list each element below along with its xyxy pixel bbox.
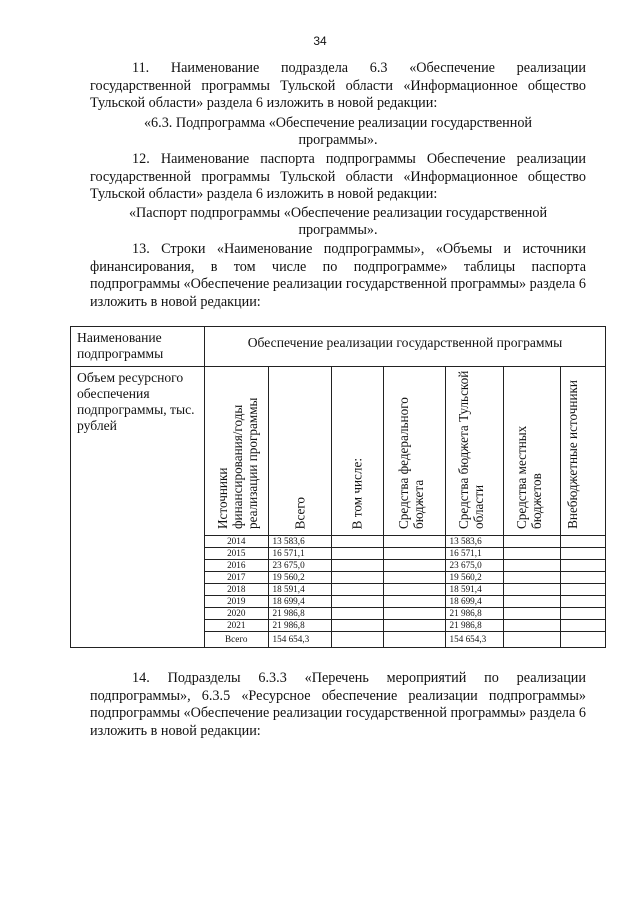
- paragraph-12: 12. Наименование паспорта подпрограммы Обеспечение реализации государственной программы Тульской области «Информационное общество Тульской области» раздела 6 изложить в новой редакции:: [90, 151, 586, 202]
- table-total-row: Всего 154 654,3 154 654,3: [205, 632, 605, 648]
- subprogram-name-label: Наименование подпрограммы: [71, 327, 205, 367]
- header-total: Всего: [268, 367, 331, 536]
- quote-12-line2: программы».: [298, 222, 378, 238]
- header-federal: Средства федерального бюджета: [383, 367, 445, 536]
- page-number: 34: [313, 34, 327, 48]
- passport-table: [70, 326, 606, 648]
- table-row: 2020 21 986,8 21 986,8: [205, 608, 605, 620]
- paragraph-13: 13. Строки «Наименование подпрограммы», «Объемы и источники финансирования, в том числе по подпрограмме» таблицы паспорта подпрограммы «Обеспечение реализации государственной программы» раздела 6 изложить в новой редакции:: [90, 241, 586, 310]
- funding-volume-label: Объем ресурсного обеспечения подпрограммы, тыс. рублей: [71, 367, 205, 648]
- paragraph-11: 11. Наименование подраздела 6.3 «Обеспечение реализации государственной программы Тульской области «Информационное общество Тульской области» раздела 6 изложить в новой редакции:: [90, 60, 586, 111]
- subprogram-name-value: Обеспечение реализации государственной программы: [205, 327, 606, 367]
- header-local: Средства местных бюджетов: [503, 367, 560, 536]
- header-extrabudget: Внебюджетные источники: [560, 367, 605, 536]
- header-sources: Источники финансирования/годы реализации программы: [205, 367, 268, 536]
- funding-subtable-cell: [205, 367, 606, 648]
- table-row: 2021 21 986,8 21 986,8: [205, 620, 605, 632]
- table-row: 2015 16 571,1 16 571,1: [205, 548, 605, 560]
- table-row: 2014 13 583,6 13 583,6: [205, 536, 605, 548]
- funding-subtable: [205, 367, 605, 647]
- quote-11-line1: «6.3. Подпрограмма «Обеспечение реализации государственной: [143, 115, 533, 131]
- quote-11-line2: программы».: [298, 132, 378, 148]
- quote-12-line1: «Паспорт подпрограммы «Обеспечение реализации государственной: [128, 205, 548, 221]
- paragraph-14: 14. Подразделы 6.3.3 «Перечень мероприятий по реализации подпрограммы», 6.3.5 «Ресурсное обеспечение реализации подпрограммы» подпрограммы «Обеспечение реализации государственной программы» раздела 6 изложить в новой редакции:: [90, 670, 586, 739]
- table-row: 2016 23 675,0 23 675,0: [205, 560, 605, 572]
- table-row: 2019 18 699,4 18 699,4: [205, 596, 605, 608]
- header-regional: Средства бюджета Тульской области: [445, 367, 503, 536]
- header-including: В том числе:: [331, 367, 383, 536]
- table-row: 2017 19 560,2 19 560,2: [205, 572, 605, 584]
- table-row: 2018 18 591,4 18 591,4: [205, 584, 605, 596]
